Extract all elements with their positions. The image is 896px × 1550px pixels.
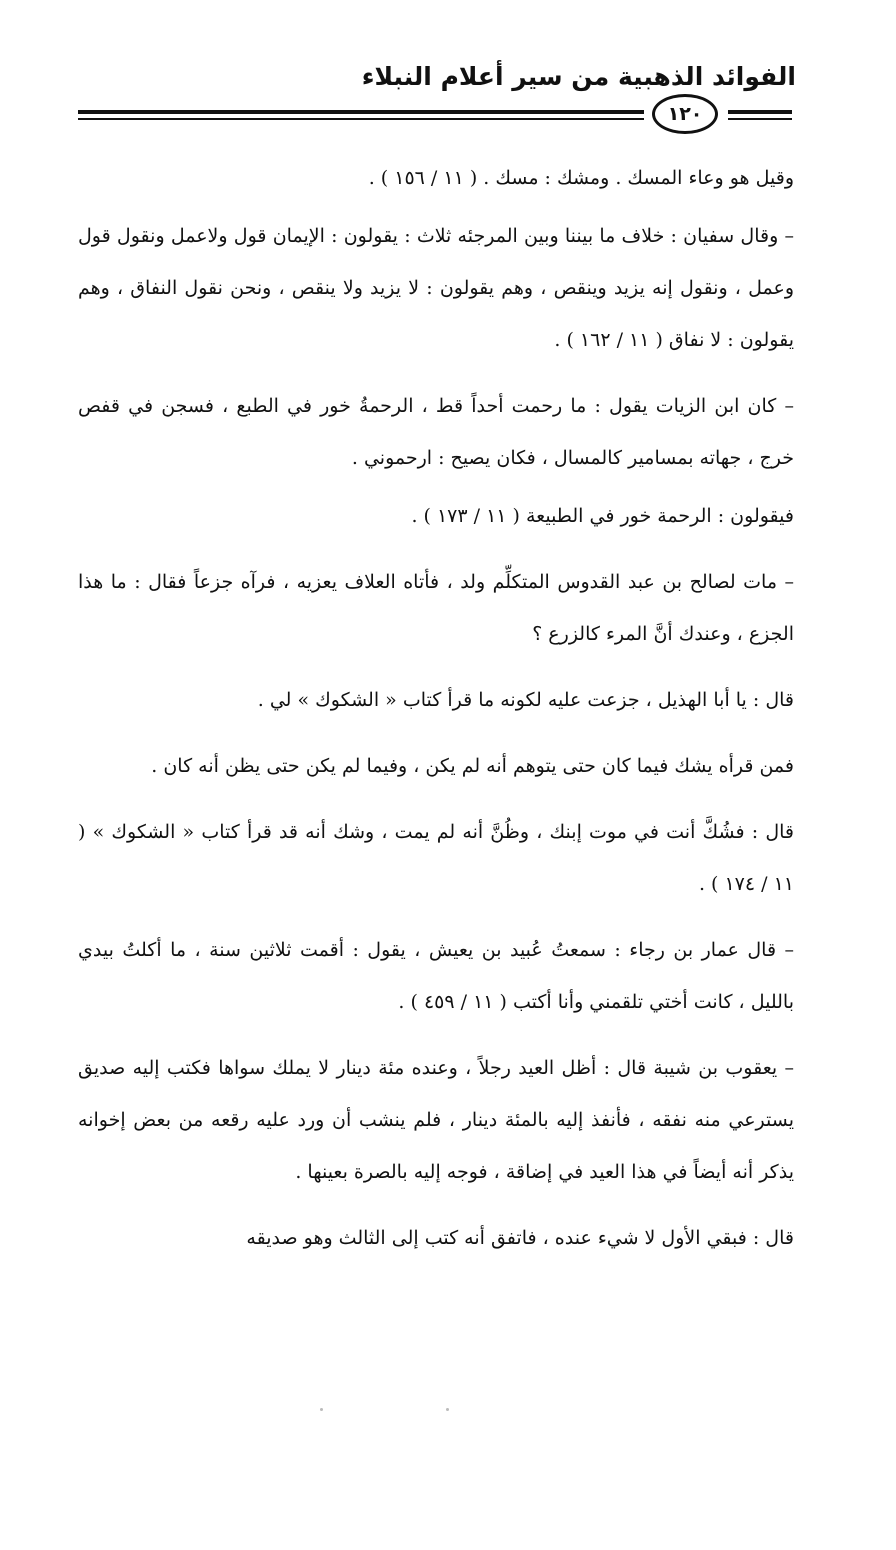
header-rule-thin-left [78, 118, 644, 120]
body-text [78, 152, 794, 1278]
paragraph: فمن قرأه يشك فيما كان حتى يتوهم أنه لم يكن ، وفيما لم يكن حتى يظن أنه كان . [151, 755, 794, 777]
scan-speck [320, 1408, 323, 1411]
paragraph: قال : فبقي الأول لا شيء عنده ، فاتفق أنه كتب إلى الثالث وهو صديقه [246, 1227, 794, 1249]
paragraph: قال : فشُكَّ أنت في موت إبنك ، وظُنَّ أنه لم يمت ، وشك أنه قد قرأ كتاب « الشكوك » ( ١١ / ١٧٤ ) . [78, 821, 794, 895]
paragraph: – وقال سفيان : خلاف ما بيننا وبين المرجئه ثلاث : يقولون : الإيمان قول ولاعمل ونقول قول وعمل ، ونقول إنه يزيد وينقص ، وهم يقولون : لا يزيد ولا ينقص ، ونحن نقول النفاق ، وهم يقولون : لا نفاق ( ١١ / ١٦٢ ) . [78, 225, 794, 351]
header-rule-thick-right [728, 110, 792, 114]
paragraph: – يعقوب بن شيبة قال : أظل العيد رجلاً ، وعنده مئة دينار لا يملك سواها فكتب إليه صديق يسترعي منه نفقه ، فأنفذ إليه بالمئة دينار ، فلم ينشب أن ورد عليه رقعه من بعض إخوانه يذكر أنه أيضاً في هذا العيد في إضاقة ، فوجه إليه بالصرة بعينها . [78, 1057, 794, 1183]
paragraph: فيقولون : الرحمة خور في الطبيعة ( ١١ / ١٧٣ ) . [411, 505, 794, 527]
scan-speck [446, 1408, 449, 1411]
paragraph: – مات لصالح بن عبد القدوس المتكلِّم ولد ، فأتاه العلاف يعزيه ، فرآه جزعاً فقال : ما هذا الجزع ، وعندك أنَّ المرء كالزرع ؟ [78, 571, 794, 645]
paragraph: – كان ابن الزيات يقول : ما رحمت أحداً قط ، الرحمةُ خور في الطبع ، فسجن في قفص خرج ، جهاته بمسامير كالمسال ، فكان يصيح : ارحموني . [78, 395, 794, 469]
paragraph: – قال عمار بن رجاء : سمعتُ عُبيد بن يعيش ، يقول : أقمت ثلاثين سنة ، ما أكلتُ بيدي بالليل ، كانت أختي تلقمني وأنا أكتب ( ١١ / ٤٥٩ ) . [78, 939, 794, 1013]
paragraph: قال : يا أبا الهذيل ، جزعت عليه لكونه ما قرأ كتاب « الشكوك » لي . [257, 689, 794, 711]
running-title: الفوائد الذهبية من سير أعلام النبلاء [361, 62, 796, 91]
header-rule-thick-left [78, 110, 644, 114]
header-rule-thin-right [728, 118, 792, 120]
scan-speck-marks [318, 1408, 468, 1414]
page-number: ١٢٠ [652, 94, 718, 134]
paragraph: وقيل هو وعاء المسك . ومشك : مسك . ( ١١ / ١٥٦ ) . [368, 167, 794, 189]
